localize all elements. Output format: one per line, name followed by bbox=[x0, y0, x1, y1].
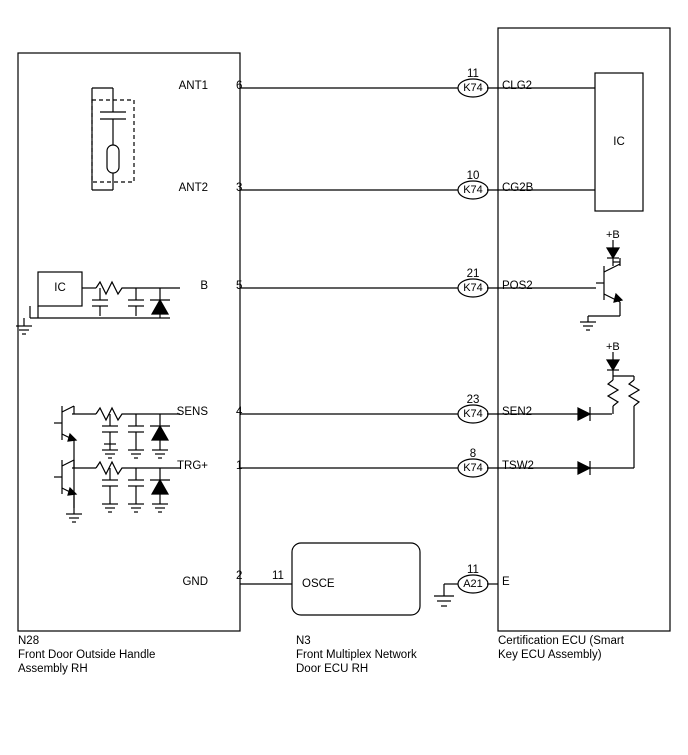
signal-label-cg2b: CG2B bbox=[502, 182, 534, 194]
connector-label-k74-5: K74 bbox=[463, 462, 483, 474]
pin-label-left-5: 5 bbox=[236, 280, 243, 292]
middle-block-code: N3 bbox=[296, 635, 311, 647]
pin-label-left-1: 1 bbox=[236, 460, 243, 472]
svg-text:+B: +B bbox=[606, 341, 620, 353]
pin-label-conn-11a: 11 bbox=[467, 68, 479, 80]
left-block-outline bbox=[18, 53, 243, 631]
pin-label-left-6: 6 bbox=[236, 80, 243, 92]
pin-label-left-3: 3 bbox=[236, 182, 243, 194]
middle-inner-label: OSCE bbox=[302, 578, 335, 590]
signal-label-b: B bbox=[200, 280, 208, 292]
left-block-name-1: Front Door Outside Handle bbox=[18, 649, 156, 661]
signal-label-trg: TRG+ bbox=[177, 460, 208, 472]
left-block-code: N28 bbox=[18, 635, 40, 647]
signal-label-clg2: CLG2 bbox=[502, 80, 533, 92]
signal-label-ant2: ANT2 bbox=[178, 182, 208, 194]
pin-label-left-2: 2 bbox=[236, 570, 243, 582]
right-block-name-2: Key ECU Assembly) bbox=[498, 649, 602, 661]
connector-label-k74-1: K74 bbox=[463, 82, 483, 94]
signal-label-e: E bbox=[502, 576, 510, 588]
signal-label-tsw2: TSW2 bbox=[502, 460, 534, 472]
pin-label-left-4: 4 bbox=[236, 406, 243, 418]
middle-block-name-1: Front Multiplex Network bbox=[296, 649, 417, 661]
connector-label-a21: A21 bbox=[463, 578, 483, 590]
connector-label-k74-2: K74 bbox=[463, 184, 483, 196]
pin-label-conn-11b: 11 bbox=[467, 564, 479, 576]
signal-label-sen2: SEN2 bbox=[502, 406, 533, 418]
pin-label-conn-8: 8 bbox=[469, 448, 477, 460]
pin-label-conn-23: 23 bbox=[466, 394, 480, 406]
signal-label-ant1: ANT1 bbox=[178, 80, 208, 92]
svg-text:+B: +B bbox=[606, 229, 620, 241]
middle-block-name-2: Door ECU RH bbox=[296, 663, 369, 675]
right-ic-label: IC bbox=[613, 136, 625, 148]
right-block-outline bbox=[498, 28, 670, 631]
signal-label-gnd: GND bbox=[182, 576, 208, 588]
pin-label-middle-11: 11 bbox=[272, 570, 284, 582]
signal-label-sens: SENS bbox=[176, 406, 208, 418]
signal-label-pos2: POS2 bbox=[502, 280, 533, 292]
pin-label-conn-10: 10 bbox=[466, 170, 480, 182]
connector-label-k74-4: K74 bbox=[463, 408, 483, 420]
right-block-name-1: Certification ECU (Smart bbox=[498, 635, 624, 647]
left-block-name-2: Assembly RH bbox=[18, 663, 88, 675]
left-ic-label: IC bbox=[54, 282, 66, 294]
pin-label-conn-21: 21 bbox=[466, 268, 480, 280]
connector-label-k74-3: K74 bbox=[463, 282, 483, 294]
